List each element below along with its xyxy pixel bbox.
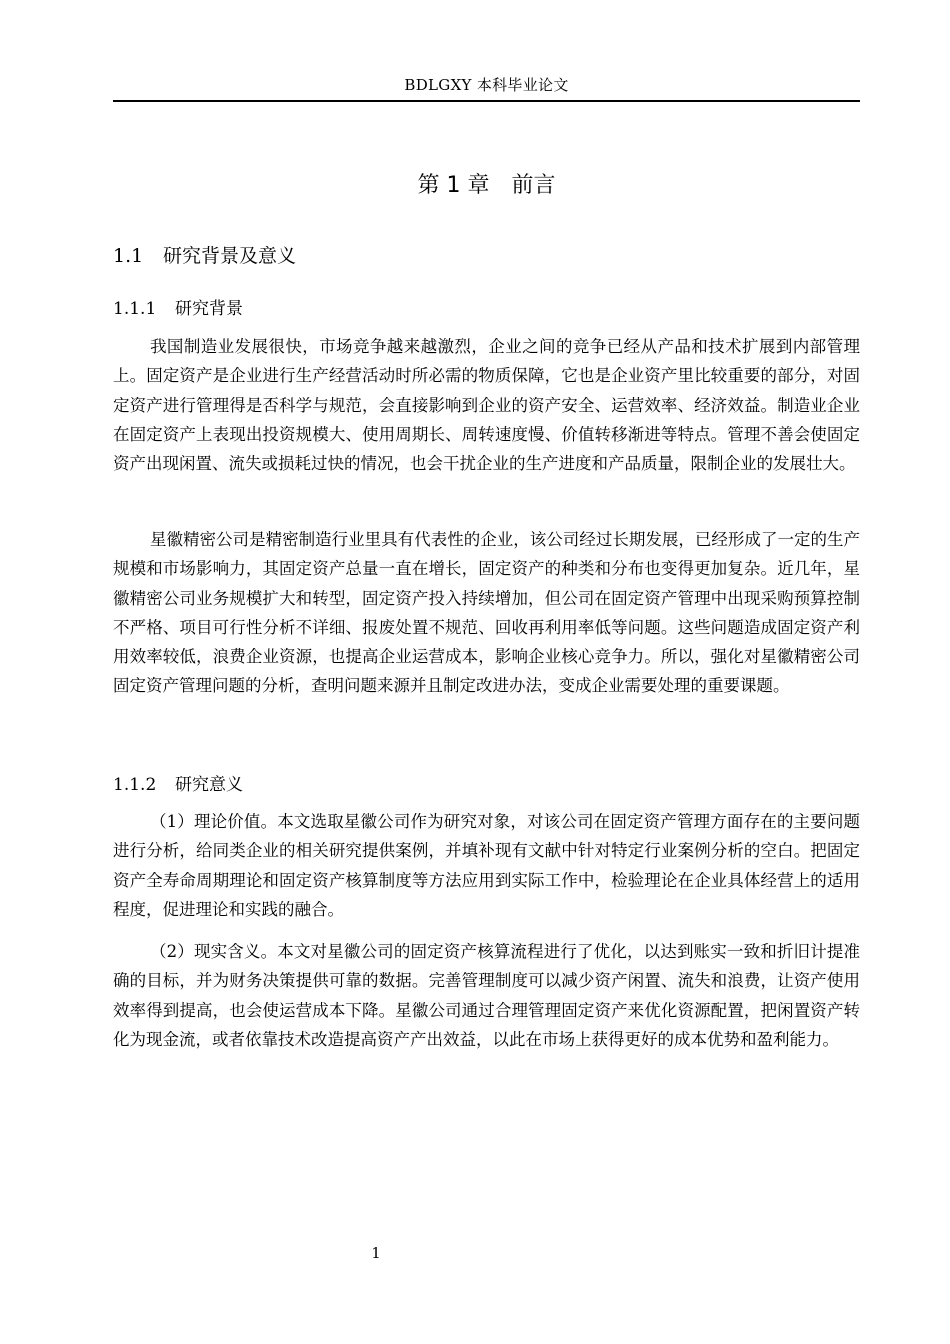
subsection-heading-1-1-2 (113, 770, 243, 795)
subsection-number: 1.1.1 (113, 299, 157, 319)
section-title: 研究背景及意义 (163, 245, 297, 267)
section-number: 1.1 (113, 245, 144, 267)
subsection-title: 研究背景 (175, 299, 243, 319)
section-heading-1-1 (113, 241, 296, 268)
page-number: 1 (371, 1244, 381, 1262)
header-rule (113, 100, 860, 102)
body-paragraph: 星徽精密公司是精密制造行业里具有代表性的企业，该公司经过长期发展，已经形成了一定的生产规模和市场影响力，其固定资产总量一直在增长，固定资产的种类和分布也变得更加复杂。近几年，星徽精密公司业务规模扩大和转型，固定资产投入持续增加，但公司在固定资产管理中出现采购预算控制不严格、项目可行性分析不详细、报废处置不规范、回收再利用率低等问题。这些问题造成固定资产利用效率较低，浪费企业资源，也提高企业运营成本，影响企业核心竞争力。所以，强化对星徽精密公司固定资产管理问题的分析，查明问题来源并且制定改进办法，变成企业需要处理的重要课题。 (113, 530, 860, 696)
body-paragraph: （1）理论价值。本文选取星徽公司作为研究对象，对该公司在固定资产管理方面存在的主要问题进行分析，给同类企业的相关研究提供案例，并填补现有文献中针对特定行业案例分析的空白。把固定资产全寿命周期理论和固定资产核算制度等方法应用到实际工作中，检验理论在企业具体经营上的适用程度，促进理论和实践的融合。 (113, 812, 860, 919)
subsection-number: 1.1.2 (113, 775, 157, 795)
subsection-title: 研究意义 (175, 775, 243, 795)
subsection-heading-1-1-1 (113, 294, 243, 319)
body-paragraph: 我国制造业发展很快，市场竞争越来越激烈，企业之间的竞争已经从产品和技术扩展到内部管理上。固定资产是企业进行生产经营活动时所必需的物质保障，它也是企业资产里比较重要的部分，对固定资产进行管理得是否科学与规范，会直接影响到企业的资产安全、运营效率、经济效益。制造业企业在固定资产上表现出投资规模大、使用周期长、周转速度慢、价值转移渐进等特点。管理不善会使固定资产出现闲置、流失或损耗过快的情况，也会干扰企业的生产进度和产品质量，限制企业的发展壮大。 (113, 337, 860, 474)
chapter-title: 第 1 章 前言 (417, 173, 556, 198)
body-paragraph: （2）现实含义。本文对星徽公司的固定资产核算流程进行了优化，以达到账实一致和折旧计提准确的目标，并为财务决策提供可靠的数据。完善管理制度可以减少资产闲置、流失和浪费，让资产使用效率得到提高，也会使运营成本下降。星徽公司通过合理管理固定资产来优化资源配置，把闲置资产转化为现金流，或者依靠技术改造提高资产产出效益，以此在市场上获得更好的成本优势和盈利能力。 (113, 942, 860, 1049)
page-header: BDLGXY 本科毕业论文 (404, 76, 569, 94)
